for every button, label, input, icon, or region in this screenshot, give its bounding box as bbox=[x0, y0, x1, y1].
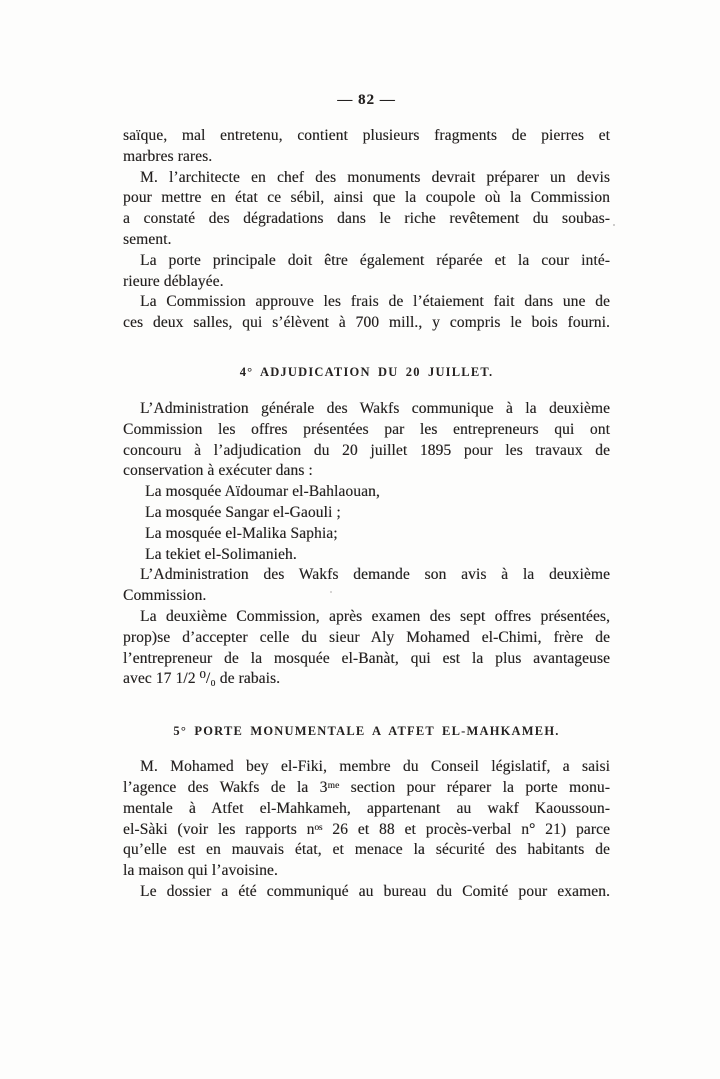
paragraph bbox=[123, 292, 610, 334]
text-line: L’Administration générale des Wakfs communique à la deuxième bbox=[140, 399, 610, 417]
text-line: prop)se d’accepter celle du sieur Aly Mohamed el-Chimi, frère de bbox=[123, 628, 610, 646]
text-line: Commission. bbox=[123, 587, 207, 605]
paragraph bbox=[123, 757, 610, 882]
text-line: a constaté des dégradations dans le riche revêtement du soubas- bbox=[123, 210, 610, 228]
list-item: La tekiet el-Solimanieh. bbox=[145, 545, 297, 563]
text-line: M. Mohamed bey el-Fiki, membre du Conseil législatif, a saisi bbox=[140, 758, 610, 776]
text-line: La deuxième Commission, après examen des sept offres présentées, bbox=[140, 607, 610, 625]
text-line: l’agence des Wakfs de la 3ᵐᵉ section pour réparer la porte monu- bbox=[123, 778, 610, 796]
text-line: Commission les offres présentées par les entrepreneurs qui ont bbox=[123, 420, 610, 438]
section-heading: 4° ADJUDICATION DU 20 JUILLET. bbox=[239, 364, 494, 379]
text-line: M. l’architecte en chef des monuments devrait préparer un devis bbox=[140, 168, 610, 186]
text-line: concouru à l’adjudication du 20 juillet 1895 pour les travaux de bbox=[123, 441, 610, 459]
list-item: La mosquée Sangar el-Gaouli ; bbox=[145, 503, 341, 521]
text-line: marbres rares. bbox=[123, 147, 213, 165]
paragraph bbox=[123, 399, 610, 482]
page-content bbox=[123, 126, 610, 903]
page-number: — 82 — bbox=[337, 92, 396, 108]
paragraph bbox=[123, 251, 610, 293]
text-line: avec 17 1/2 ⁰/₀ de rabais. bbox=[123, 670, 281, 688]
text-line: conservation à exécuter dans : bbox=[123, 462, 313, 480]
text-line: la maison qui l’avoisine. bbox=[123, 862, 278, 880]
paragraph bbox=[123, 565, 610, 607]
text-line: sement. bbox=[123, 230, 172, 248]
text-line: La porte principale doit être également réparée et la cour inté- bbox=[140, 251, 610, 269]
ink-speck bbox=[330, 591, 332, 593]
section-heading: 5° PORTE MONUMENTALE A ATFET EL-MAHKAMEH. bbox=[173, 724, 560, 739]
text-line: el-Sàki (voir les rapports nᵒˢ 26 et 88 et procès-verbal n° 21) parce bbox=[123, 820, 610, 838]
paragraph bbox=[123, 882, 610, 903]
mosque-list bbox=[123, 482, 610, 565]
text-line: L’Administration des Wakfs demande son avis à la deuxième bbox=[140, 566, 610, 584]
text-line: mentale à Atfet el-Mahkameh, appartenant au wakf Kaoussoun- bbox=[123, 799, 610, 817]
text-line: ces deux salles, qui s’élèvent à 700 mill., y compris le bois fourni. bbox=[123, 314, 610, 332]
text-line: saïque, mal entretenu, contient plusieurs fragments de pierres et bbox=[123, 127, 610, 144]
list-item: La mosquée el-Malika Saphia; bbox=[145, 524, 338, 542]
list-item: La mosquée Aïdoumar el-Bahlaouan, bbox=[145, 483, 380, 501]
paragraph bbox=[123, 168, 610, 251]
text-line: La Commission approuve les frais de l’étaiement fait dans une de bbox=[140, 293, 610, 311]
text-line: rieure déblayée. bbox=[123, 272, 224, 290]
text-line: l’entrepreneur de la mosquée el-Banàt, qui est la plus avantageuse bbox=[123, 649, 610, 667]
paragraph bbox=[123, 607, 610, 690]
text-line: qu’elle est en mauvais état, et menace la sécurité des habitants de bbox=[123, 841, 610, 859]
text-line: pour mettre en état ce sébil, ainsi que la coupole où la Commission bbox=[123, 189, 610, 207]
ink-speck bbox=[613, 224, 615, 226]
text-line: Le dossier a été communiqué au bureau du Comité pour examen. bbox=[140, 882, 610, 900]
paragraph bbox=[123, 126, 610, 168]
